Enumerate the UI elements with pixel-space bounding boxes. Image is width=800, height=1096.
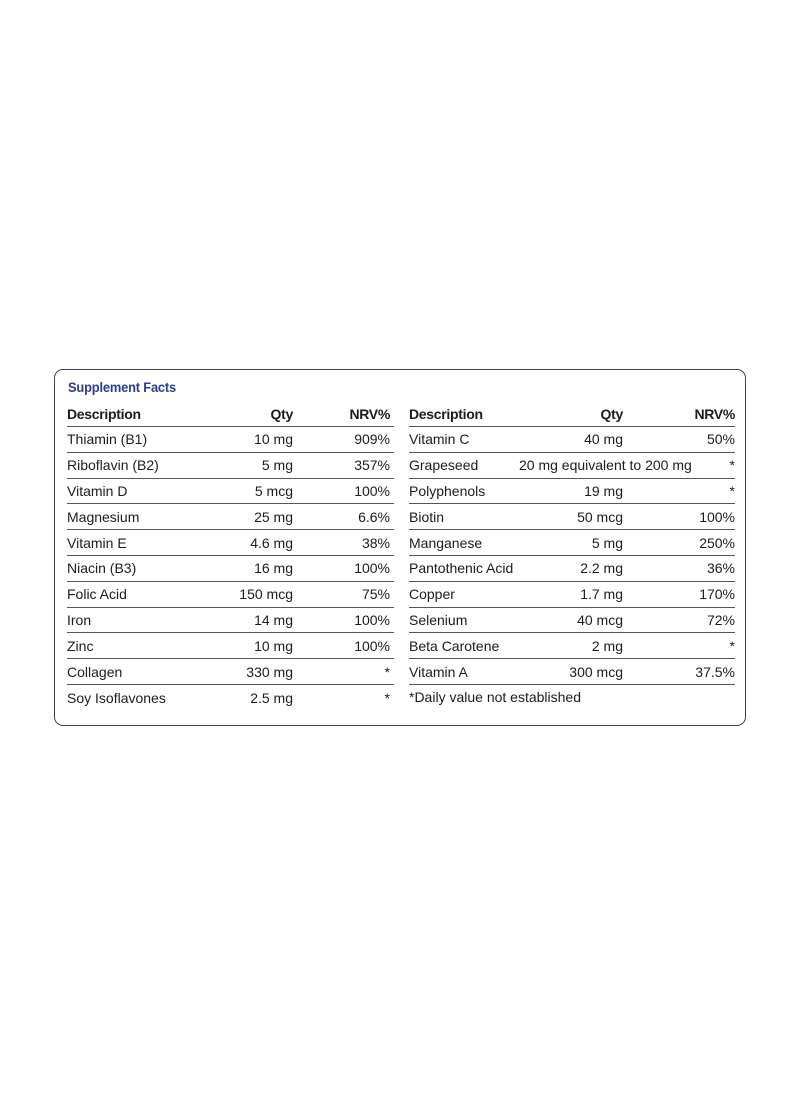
table-row [409, 479, 735, 505]
row-nrv: 72% [706, 611, 735, 628]
row-qty: 19 mg [584, 482, 623, 499]
table-row [67, 582, 394, 608]
header-qty: Qty [270, 406, 293, 422]
row-qty: 40 mcg [577, 611, 623, 628]
row-nrv: 100% [354, 637, 390, 654]
row-nrv: * [384, 689, 390, 706]
table-row [67, 504, 394, 530]
row-qty: 10 mg [254, 637, 293, 654]
left-table-header [67, 402, 394, 427]
supplement-facts-panel [54, 369, 746, 726]
row-nrv: * [729, 637, 735, 654]
row-description: Copper [409, 586, 455, 603]
row-qty: 5 mcg [254, 482, 293, 499]
row-description: Biotin [409, 508, 445, 525]
row-nrv: 357% [354, 457, 390, 474]
row-qty: 330 mg [246, 663, 293, 680]
table-row [67, 427, 394, 453]
row-nrv: 170% [699, 586, 735, 603]
row-description: Vitamin A [409, 663, 468, 680]
table-row [67, 608, 394, 634]
row-nrv: * [384, 663, 390, 680]
row-description: Selenium [409, 611, 468, 628]
footnote: *Daily value not established [409, 689, 581, 706]
row-nrv: 75% [361, 586, 390, 603]
row-description: Iron [67, 611, 92, 628]
row-description: Thiamin (B1) [67, 431, 148, 448]
row-description: Pantothenic Acid [409, 560, 514, 577]
table-row [67, 685, 394, 711]
header-description: Description [409, 406, 483, 422]
row-nrv: 100% [354, 560, 390, 577]
row-nrv: 909% [354, 431, 390, 448]
row-description: Soy Isoflavones [67, 689, 166, 706]
row-description: Collagen [67, 663, 123, 680]
row-qty: 2 mg [591, 637, 623, 654]
table-row [67, 479, 394, 505]
table-row [67, 556, 394, 582]
table-row [67, 453, 394, 479]
row-nrv: * [729, 457, 735, 474]
table-row [409, 659, 735, 685]
row-qty: 16 mg [254, 560, 293, 577]
header-nrv: NRV% [349, 406, 390, 422]
left-table [67, 402, 394, 711]
row-description: Magnesium [67, 508, 140, 525]
row-nrv: 36% [706, 560, 735, 577]
row-description: Zinc [67, 637, 94, 654]
row-nrv: 100% [354, 611, 390, 628]
row-qty: 150 mcg [239, 586, 293, 603]
row-qty: 10 mg [254, 431, 293, 448]
table-row [67, 633, 394, 659]
table-row [409, 530, 735, 556]
row-description: Riboflavin (B2) [67, 457, 159, 474]
row-description: Polyphenols [409, 482, 486, 499]
row-nrv: 50% [706, 431, 735, 448]
row-nrv: 100% [699, 508, 735, 525]
header-description: Description [67, 406, 141, 422]
row-description: Folic Acid [67, 586, 127, 603]
row-nrv: 38% [361, 534, 390, 551]
row-qty: 2.5 mg [250, 689, 293, 706]
row-qty: 40 mg [584, 431, 623, 448]
header-nrv: NRV% [694, 406, 735, 422]
row-nrv: * [729, 482, 735, 499]
table-row [409, 453, 735, 479]
row-qty: 300 mcg [569, 663, 623, 680]
row-description: Niacin (B3) [67, 560, 137, 577]
right-table-header [409, 402, 735, 427]
row-nrv: 6.6% [358, 508, 390, 525]
table-row [409, 608, 735, 634]
row-description: Vitamin C [409, 431, 470, 448]
row-description: Vitamin E [67, 534, 127, 551]
row-nrv: 100% [354, 482, 390, 499]
row-qty: 25 mg [254, 508, 293, 525]
row-qty: 4.6 mg [250, 534, 293, 551]
panel-title: Supplement Facts [68, 379, 176, 395]
row-qty: 20 mg equivalent to 200 mg [519, 457, 692, 474]
header-qty: Qty [600, 406, 623, 422]
row-qty: 14 mg [254, 611, 293, 628]
row-qty: 5 mg [591, 534, 623, 551]
table-row [409, 633, 735, 659]
row-qty: 5 mg [261, 457, 293, 474]
row-nrv: 37.5% [695, 663, 735, 680]
table-row [67, 530, 394, 556]
table-row [409, 582, 735, 608]
row-qty: 2.2 mg [580, 560, 623, 577]
right-table [409, 402, 735, 710]
row-qty: 50 mcg [577, 508, 623, 525]
table-row [409, 556, 735, 582]
table-row [409, 504, 735, 530]
row-description: Beta Carotene [409, 637, 500, 654]
table-row [67, 659, 394, 685]
row-description: Manganese [409, 534, 483, 551]
row-qty: 1.7 mg [580, 586, 623, 603]
row-nrv: 250% [699, 534, 735, 551]
row-description: Vitamin D [67, 482, 128, 499]
table-row [409, 427, 735, 453]
row-description: Grapeseed [409, 457, 479, 474]
